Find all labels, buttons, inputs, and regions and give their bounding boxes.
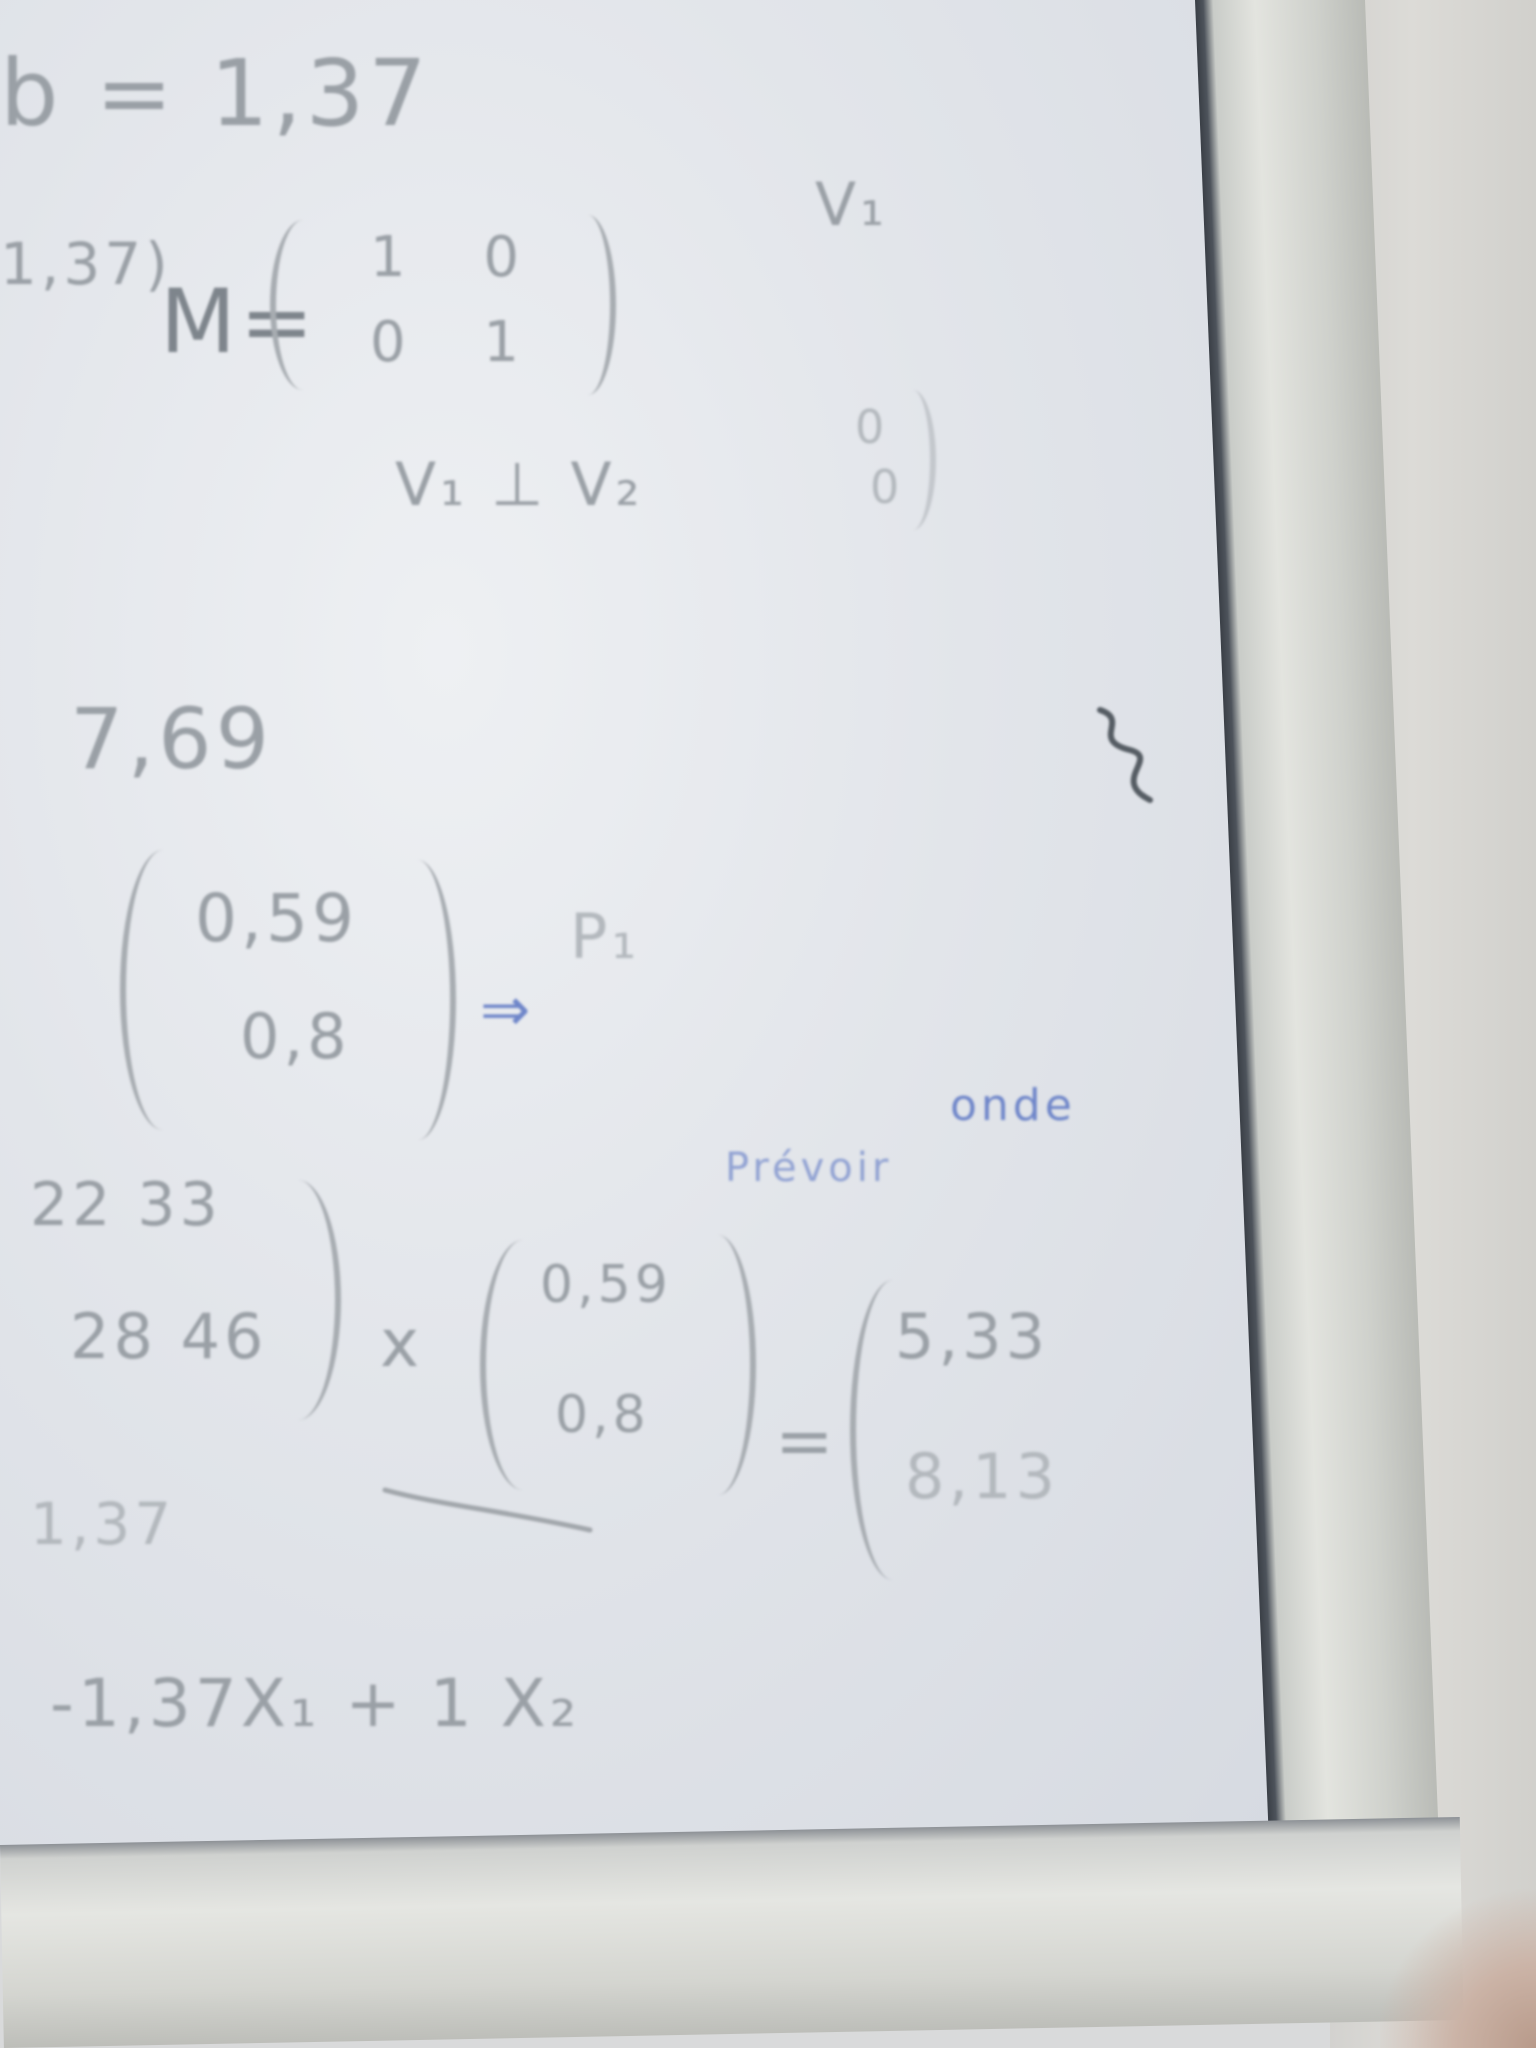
perpendicular-line: V₁ ⊥ V₂: [395, 450, 644, 520]
matrix-right-paren: [560, 215, 616, 395]
matrix-row1: 1 0: [370, 225, 550, 290]
squiggle-mark: [1090, 700, 1170, 820]
result-bottom: 8,13: [905, 1440, 1060, 1513]
matrix2-row1: 22 33: [30, 1170, 222, 1240]
corner-shadow: [1380, 1880, 1536, 2048]
underline-stroke: [380, 1480, 600, 1540]
arrow-icon: ⇒: [480, 975, 535, 1045]
p1-label: P₁: [570, 900, 641, 973]
matrix2-row2: 28 46: [70, 1300, 268, 1373]
vector-059: 0,59: [195, 880, 358, 957]
vector-08: 0,8: [240, 1000, 351, 1073]
vector2-bottom: 0,8: [555, 1385, 650, 1445]
vector-right-paren: [380, 860, 456, 1140]
equals-sign: =: [775, 1400, 838, 1482]
equation-b: b = 1,37: [0, 40, 431, 147]
result-top: 5,33: [895, 1300, 1050, 1373]
zero-vector-paren: [890, 390, 936, 530]
matrix-left-paren: [270, 220, 336, 390]
zero-vector-bottom: 0: [870, 460, 904, 514]
bottom-equation: -1,37X₁ + 1 X₂: [50, 1665, 581, 1742]
prefix-137: 1,37): [0, 230, 172, 298]
matrix2-right-paren: [255, 1180, 341, 1420]
matrix-label: M=: [160, 270, 318, 373]
value-769: 7,69: [70, 690, 274, 788]
matrix-row2: 0 1: [370, 310, 550, 375]
vector-left-paren: [120, 850, 206, 1130]
whiteboard-frame-bottom: [0, 1817, 1464, 2048]
vector2-right-paren: [680, 1235, 756, 1495]
times-sign: x: [380, 1305, 424, 1382]
note-137: 1,37: [30, 1490, 176, 1558]
vector2-top: 0,59: [540, 1255, 672, 1315]
blue-note-1: onde: [950, 1080, 1076, 1131]
blue-note-2: Prévoir: [725, 1145, 893, 1191]
zero-vector-top: 0: [855, 400, 889, 454]
v1-label: V₁: [815, 170, 889, 240]
